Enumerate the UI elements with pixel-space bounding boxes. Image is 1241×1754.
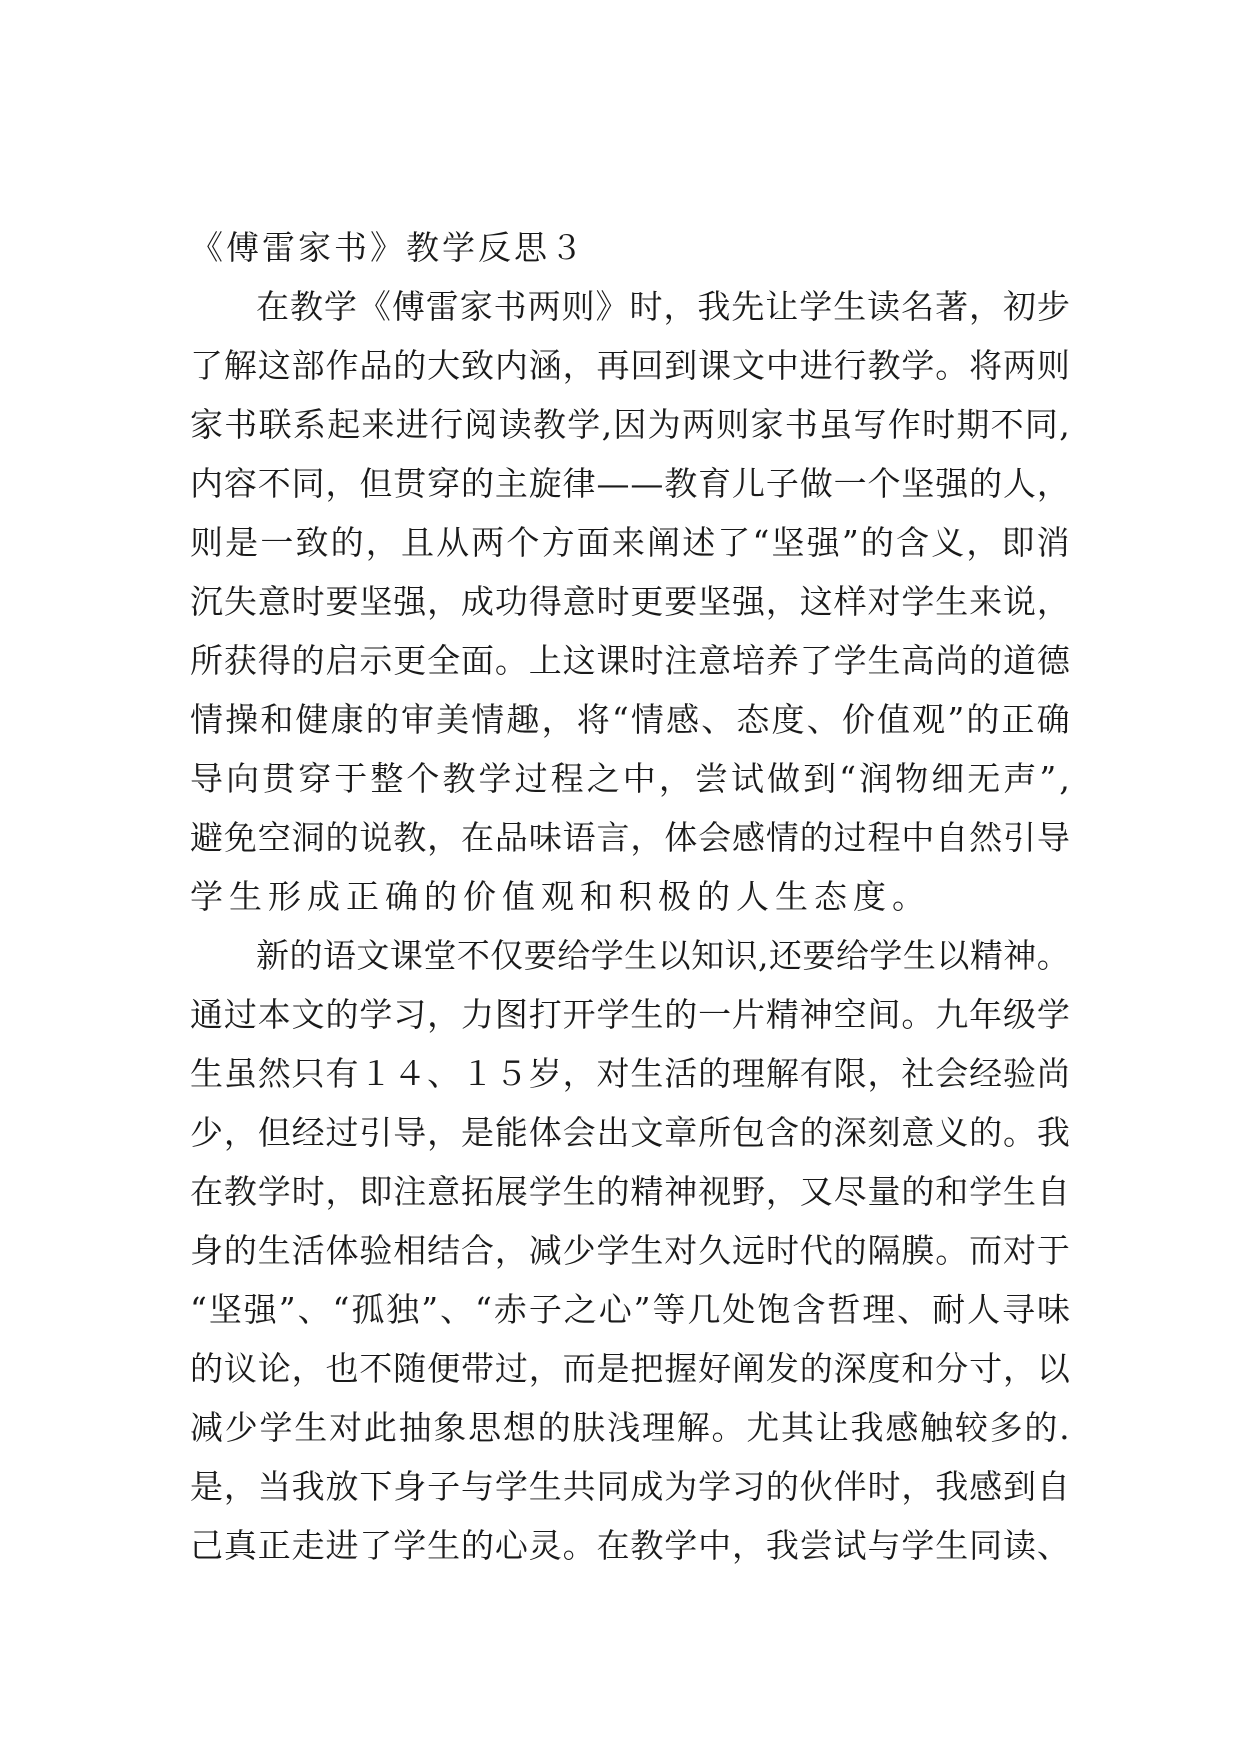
document-body	[190, 218, 1070, 1575]
text-line: 沉 失 意 时 要 坚 强 ， 成 功 得 意 时 更 要 坚 强 ， 这 样 对 学 生 来 说 ，	[190, 582, 1070, 621]
text-line: 了 解 这 部 作 品 的 大 致 内 涵 ， 再 回 到 课 文 中 进 行 教 学 。 将 两 则	[190, 346, 1070, 385]
paragraph-1	[190, 277, 1070, 926]
text-line: 家 书 联 系 起 来 进 行 阅 读 教 学 , 因 为 两 则 家 书 虽 写 作 时 期 不 同 ,	[190, 405, 1070, 444]
text-line: 在 教 学 《 傅 雷 家 书 两 则 》 时 ， 我 先 让 学 生 读 名 著 ， 初 步	[256, 287, 1070, 326]
text-line: 所 获 得 的 启 示 更 全 面 。 上 这 课 时 注 意 培 养 了 学 生 高 尚 的 道 德	[190, 641, 1070, 680]
document-title: 《傅雷家书》教学反思３	[190, 228, 586, 267]
text-line: 身 的 生 活 体 验 相 结 合 ， 减 少 学 生 对 久 远 时 代 的 隔 膜 。 而 对 于	[190, 1231, 1070, 1270]
text-line: 通 过 本 文 的 学 习 ， 力 图 打 开 学 生 的 一 片 精 神 空 间 。 九 年 级 学	[190, 995, 1070, 1034]
paragraph-2	[190, 926, 1070, 1575]
text-line: 己 真 正 走 进 了 学 生 的 心 灵 。 在 教 学 中 ， 我 尝 试 与 学 生 同 读 、	[190, 1526, 1070, 1565]
text-line: 减 少 学 生 对 此 抽 象 思 想 的 肤 浅 理 解 。 尤 其 让 我 感 触 较 多 的 .	[190, 1408, 1070, 1447]
text-line: 导 向 贯 穿 于 整 个 教 学 过 程 之 中 ， 尝 试 做 到 “ 润 物 细 无 声 ” ,	[190, 759, 1070, 798]
text-line: 生 虽 然 只 有 １ ４ 、 １ ５ 岁 ， 对 生 活 的 理 解 有 限 ， 社 会 经 验 尚	[190, 1054, 1070, 1093]
text-line: 内 容 不 同 ， 但 贯 穿 的 主 旋 律 — — 教 育 儿 子 做 一 个 坚 强 的 人 ，	[190, 464, 1070, 503]
text-line: 新 的 语 文 课 堂 不 仅 要 给 学 生 以 知 识 , 还 要 给 学 生 以 精 神 。	[256, 936, 1070, 975]
text-line: 在 教 学 时 ， 即 注 意 拓 展 学 生 的 精 神 视 野 ， 又 尽 量 的 和 学 生 自	[190, 1172, 1070, 1211]
text-line: 少 ， 但 经 过 引 导 ， 是 能 体 会 出 文 章 所 包 含 的 深 刻 意 义 的 。 我	[190, 1113, 1070, 1152]
text-line: “ 坚 强 ” 、 “ 孤 独 ” 、 “ 赤 子 之 心 ” 等 几 处 饱 含 哲 理 、 耐 人 寻 味	[190, 1290, 1070, 1329]
text-line: 避 免 空 洞 的 说 教 ， 在 品 味 语 言 ， 体 会 感 情 的 过 程 中 自 然 引 导	[190, 818, 1070, 857]
text-line: 则 是 一 致 的 ， 且 从 两 个 方 面 来 阐 述 了 “ 坚 强 ” 的 含 义 ， 即 消	[190, 523, 1070, 562]
text-line: 是 ， 当 我 放 下 身 子 与 学 生 共 同 成 为 学 习 的 伙 伴 时 ， 我 感 到 自	[190, 1467, 1070, 1506]
text-line: 学生形成正确的价值观和积极的人生态度。	[190, 877, 931, 916]
text-line: 情 操 和 健 康 的 审 美 情 趣 ， 将 “ 情 感 、 态 度 、 价 值 观 ” 的 正 确	[190, 700, 1070, 739]
text-line: 的 议 论 ， 也 不 随 便 带 过 ， 而 是 把 握 好 阐 发 的 深 度 和 分 寸 ， 以	[190, 1349, 1070, 1388]
